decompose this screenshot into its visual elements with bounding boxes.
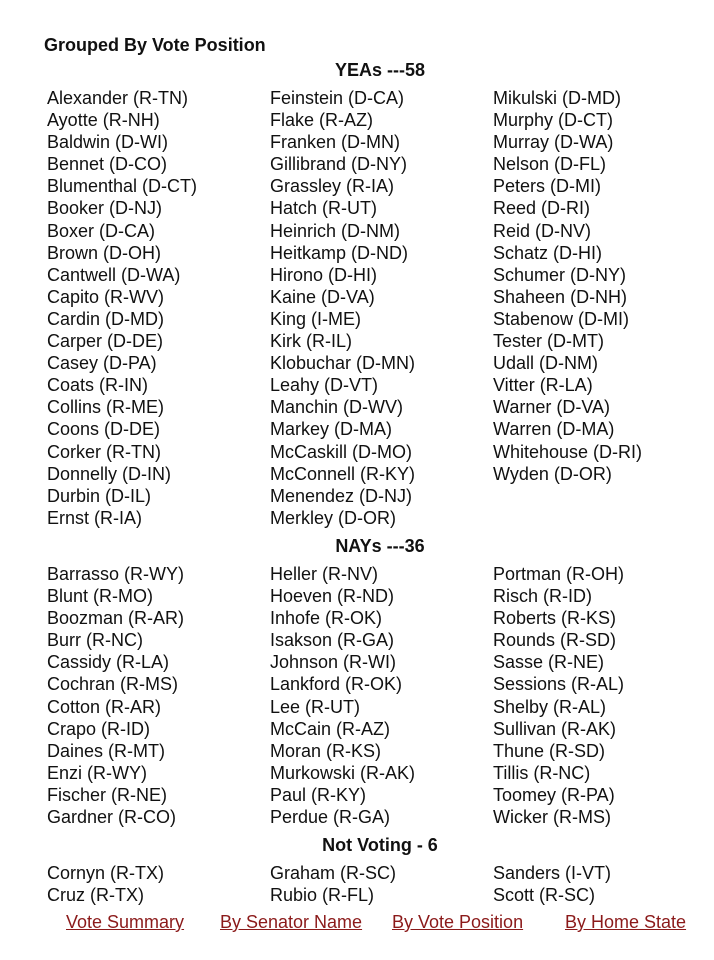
senator-entry: Heinrich (D-NM) [270, 220, 400, 241]
senator-entry: Tillis (R-NC) [493, 762, 591, 783]
senator-entry: Moran (R-KS) [270, 740, 382, 761]
senator-entry: Franken (D-MN) [270, 132, 401, 153]
yeas-heading: YEAs ---58 [334, 60, 426, 80]
senator-entry: Paul (R-KY) [270, 784, 367, 805]
senator-entry: Carper (D-DE) [47, 331, 164, 352]
senator-entry: Cardin (D-MD) [47, 308, 164, 329]
senator-entry: McCaskill (D-MO) [270, 441, 412, 462]
senator-entry: Mikulski (D-MD) [493, 88, 621, 108]
senator-entry: Cotton (R-AR) [47, 696, 162, 717]
senator-entry: Portman (R-OH) [493, 564, 625, 584]
yeas-list [47, 87, 714, 529]
senator-entry: McConnell (R-KY) [270, 463, 416, 484]
senator-entry: Coons (D-DE) [47, 419, 161, 440]
senator-entry: Lee (R-UT) [270, 696, 361, 717]
page-title: Grouped By Vote Position [44, 35, 266, 55]
senator-entry: Murphy (D-CT) [493, 110, 613, 131]
senator-entry: Menendez (D-NJ) [270, 485, 413, 506]
senator-entry: McCain (R-AZ) [270, 718, 390, 739]
senator-entry: Daines (R-MT) [47, 740, 166, 761]
senator-entry: Vitter (R-LA) [493, 375, 593, 396]
senator-entry: Warren (D-MA) [493, 419, 615, 440]
senator-entry: Reid (D-NV) [493, 220, 592, 241]
senator-entry: Donnelly (D-IN) [47, 463, 172, 484]
senator-entry: Sanders (I-VT) [493, 863, 612, 883]
senator-entry: Booker (D-NJ) [47, 198, 163, 219]
senator-entry: Roberts (R-KS) [493, 608, 617, 629]
senator-entry: Casey (D-PA) [47, 353, 157, 374]
senator-entry: Ayotte (R-NH) [47, 110, 160, 131]
senator-entry: Kirk (R-IL) [270, 331, 352, 352]
by-senator-name-link[interactable]: By Senator Name [220, 912, 363, 932]
nays-list [47, 563, 714, 828]
senator-entry: Peters (D-MI) [493, 176, 601, 197]
senator-entry: Markey (D-MA) [270, 419, 392, 440]
senator-entry: Thune (R-SD) [493, 740, 606, 761]
senator-entry: Graham (R-SC) [270, 863, 397, 883]
senator-entry: King (I-ME) [270, 308, 362, 329]
nays-heading: NAYs ---36 [335, 536, 425, 556]
senator-entry: Hirono (D-HI) [270, 264, 378, 285]
senator-entry: Merkley (D-OR) [270, 507, 396, 528]
senator-entry: Ernst (R-IA) [47, 507, 143, 528]
senator-entry: Flake (R-AZ) [270, 110, 373, 131]
senator-entry: Murray (D-WA) [493, 132, 614, 153]
not-voting-list [47, 862, 714, 906]
senator-entry: Johnson (R-WI) [270, 652, 397, 673]
senator-entry: Heller (R-NV) [270, 564, 378, 584]
senator-entry: Burr (R-NC) [47, 630, 143, 651]
senator-entry: Shelby (R-AL) [493, 696, 607, 717]
senator-entry: Udall (D-NM) [493, 353, 598, 374]
by-home-state-link[interactable]: By Home State [565, 912, 687, 932]
senator-entry: Barrasso (R-WY) [47, 564, 185, 584]
by-vote-position-link[interactable]: By Vote Position [392, 912, 524, 932]
not-voting-heading: Not Voting - 6 [322, 835, 438, 855]
senator-entry: Boozman (R-AR) [47, 608, 185, 629]
senator-entry: Capito (R-WV) [47, 286, 165, 307]
senator-entry: Collins (R-ME) [47, 397, 164, 418]
senator-entry: Klobuchar (D-MN) [270, 353, 416, 374]
senator-entry: Crapo (R-ID) [47, 718, 151, 739]
navigation-links [0, 912, 714, 938]
senator-entry: Reed (D-RI) [493, 198, 591, 219]
senator-entry: Isakson (R-GA) [270, 630, 395, 651]
senator-entry: Shaheen (D-NH) [493, 286, 628, 307]
senator-entry: Cantwell (D-WA) [47, 264, 181, 285]
senator-entry: Hoeven (R-ND) [270, 586, 395, 607]
senator-entry: Corker (R-TN) [47, 441, 161, 462]
senator-entry: Tester (D-MT) [493, 331, 604, 352]
senator-entry: Schatz (D-HI) [493, 242, 603, 263]
senator-entry: Nelson (D-FL) [493, 154, 607, 175]
senator-entry: Whitehouse (D-RI) [493, 441, 643, 462]
senator-entry: Toomey (R-PA) [493, 784, 615, 805]
senator-entry: Rounds (R-SD) [493, 630, 617, 651]
senator-entry: Sasse (R-NE) [493, 652, 605, 673]
senator-entry: Cruz (R-TX) [47, 885, 144, 906]
senator-entry: Heitkamp (D-ND) [270, 242, 409, 263]
senator-entry: Cornyn (R-TX) [47, 863, 165, 883]
senator-entry: Wyden (D-OR) [493, 463, 612, 484]
senator-entry: Alexander (R-TN) [47, 88, 189, 108]
senator-entry: Perdue (R-GA) [270, 807, 391, 828]
senator-entry: Enzi (R-WY) [47, 762, 147, 783]
senator-entry: Kaine (D-VA) [270, 286, 375, 307]
senator-entry: Feinstein (D-CA) [270, 88, 405, 108]
senator-entry: Blunt (R-MO) [47, 586, 154, 607]
senator-entry: Scott (R-SC) [493, 885, 596, 906]
senator-entry: Fischer (R-NE) [47, 784, 167, 805]
senator-entry: Boxer (D-CA) [47, 220, 156, 241]
senator-entry: Bennet (D-CO) [47, 154, 168, 175]
senator-entry: Blumenthal (D-CT) [47, 176, 198, 197]
senator-entry: Schumer (D-NY) [493, 264, 627, 285]
senator-entry: Cochran (R-MS) [47, 674, 179, 695]
senator-entry: Sessions (R-AL) [493, 674, 625, 695]
senator-entry: Sullivan (R-AK) [493, 718, 617, 739]
senator-entry: Gardner (R-CO) [47, 807, 177, 828]
senator-entry: Murkowski (R-AK) [270, 762, 416, 783]
senator-entry: Grassley (R-IA) [270, 176, 395, 197]
senator-entry: Hatch (R-UT) [270, 198, 377, 219]
senator-entry: Risch (R-ID) [493, 586, 592, 607]
senator-entry: Inhofe (R-OK) [270, 608, 383, 629]
senator-entry: Warner (D-VA) [493, 397, 610, 418]
senator-entry: Gillibrand (D-NY) [270, 154, 408, 175]
senator-entry: Leahy (D-VT) [270, 375, 379, 396]
senator-entry: Manchin (D-WV) [270, 397, 404, 418]
vote-summary-link[interactable]: Vote Summary [66, 912, 185, 932]
senator-entry: Coats (R-IN) [47, 375, 149, 396]
senator-entry: Baldwin (D-WI) [47, 132, 169, 153]
senator-entry: Durbin (D-IL) [47, 485, 152, 506]
senator-entry: Brown (D-OH) [47, 242, 162, 263]
senator-entry: Wicker (R-MS) [493, 807, 611, 828]
senator-entry: Rubio (R-FL) [270, 885, 375, 906]
senator-entry: Stabenow (D-MI) [493, 308, 630, 329]
senator-entry: Lankford (R-OK) [270, 674, 403, 695]
senator-entry: Cassidy (R-LA) [47, 652, 170, 673]
